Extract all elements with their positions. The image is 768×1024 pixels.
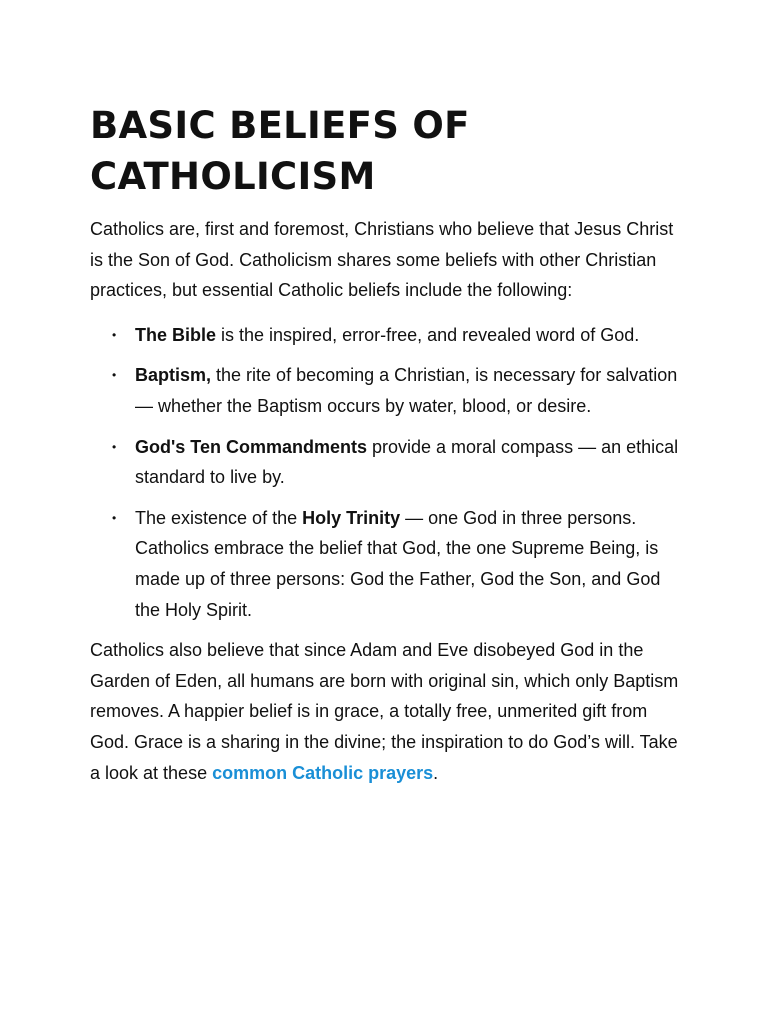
item-strong: The Bible [135,324,217,345]
item-text: is the inspired, error-free, and revealed word of God. [216,324,640,345]
page-title [90,100,690,202]
bullet-icon: • [112,368,117,383]
title-line-1: BASIC BELIEFS OF [90,104,470,147]
beliefs-list [90,320,690,625]
item-strong: Baptism, [135,365,212,386]
list-item-trinity [90,503,690,625]
item-strong: God's Ten Commandments [135,436,367,457]
bullet-icon: • [112,510,117,525]
item-prefix: The existence of the [135,507,303,528]
closing-text: Catholics also believe that since Adam and Eve disobeyed God in the Garden of Eden, all humans are born with original sin, which only Baptism removes. A happier belief is in grace, a totally free, unmerited gift from God. Grace is a sharing in the divine; the inspiration to do God’s will. Take a look at these [90,640,679,783]
item-text: — one God in three persons. Catholics embrace the belief that God, the one Supreme Being, is made up of three persons: God the Father, God the Son, and God the Holy Spirit. [135,507,661,620]
list-item-commandments [90,432,690,493]
bullet-icon: • [112,439,117,454]
intro-paragraph: Catholics are, first and foremost, Christians who believe that Jesus Christ is the Son of God. Catholicism shares some beliefs with other Christian practices, but essential Catholic beliefs include the following: [90,219,674,301]
closing-paragraph [90,635,690,788]
title-line-2: CATHOLICISM [90,155,376,198]
list-item-bible [90,320,690,351]
item-text: provide a moral compass — an ethical standard to live by. [135,436,679,488]
prayers-link[interactable]: common Catholic prayers [212,762,434,783]
bullet-icon: • [112,327,117,342]
item-text: the rite of becoming a Christian, is necessary for salvation — whether the Baptism occurs by water, blood, or desire. [135,365,678,416]
list-item-baptism [90,360,690,421]
item-strong: Holy Trinity [302,507,401,528]
article [90,100,690,788]
closing-end: . [433,762,439,783]
